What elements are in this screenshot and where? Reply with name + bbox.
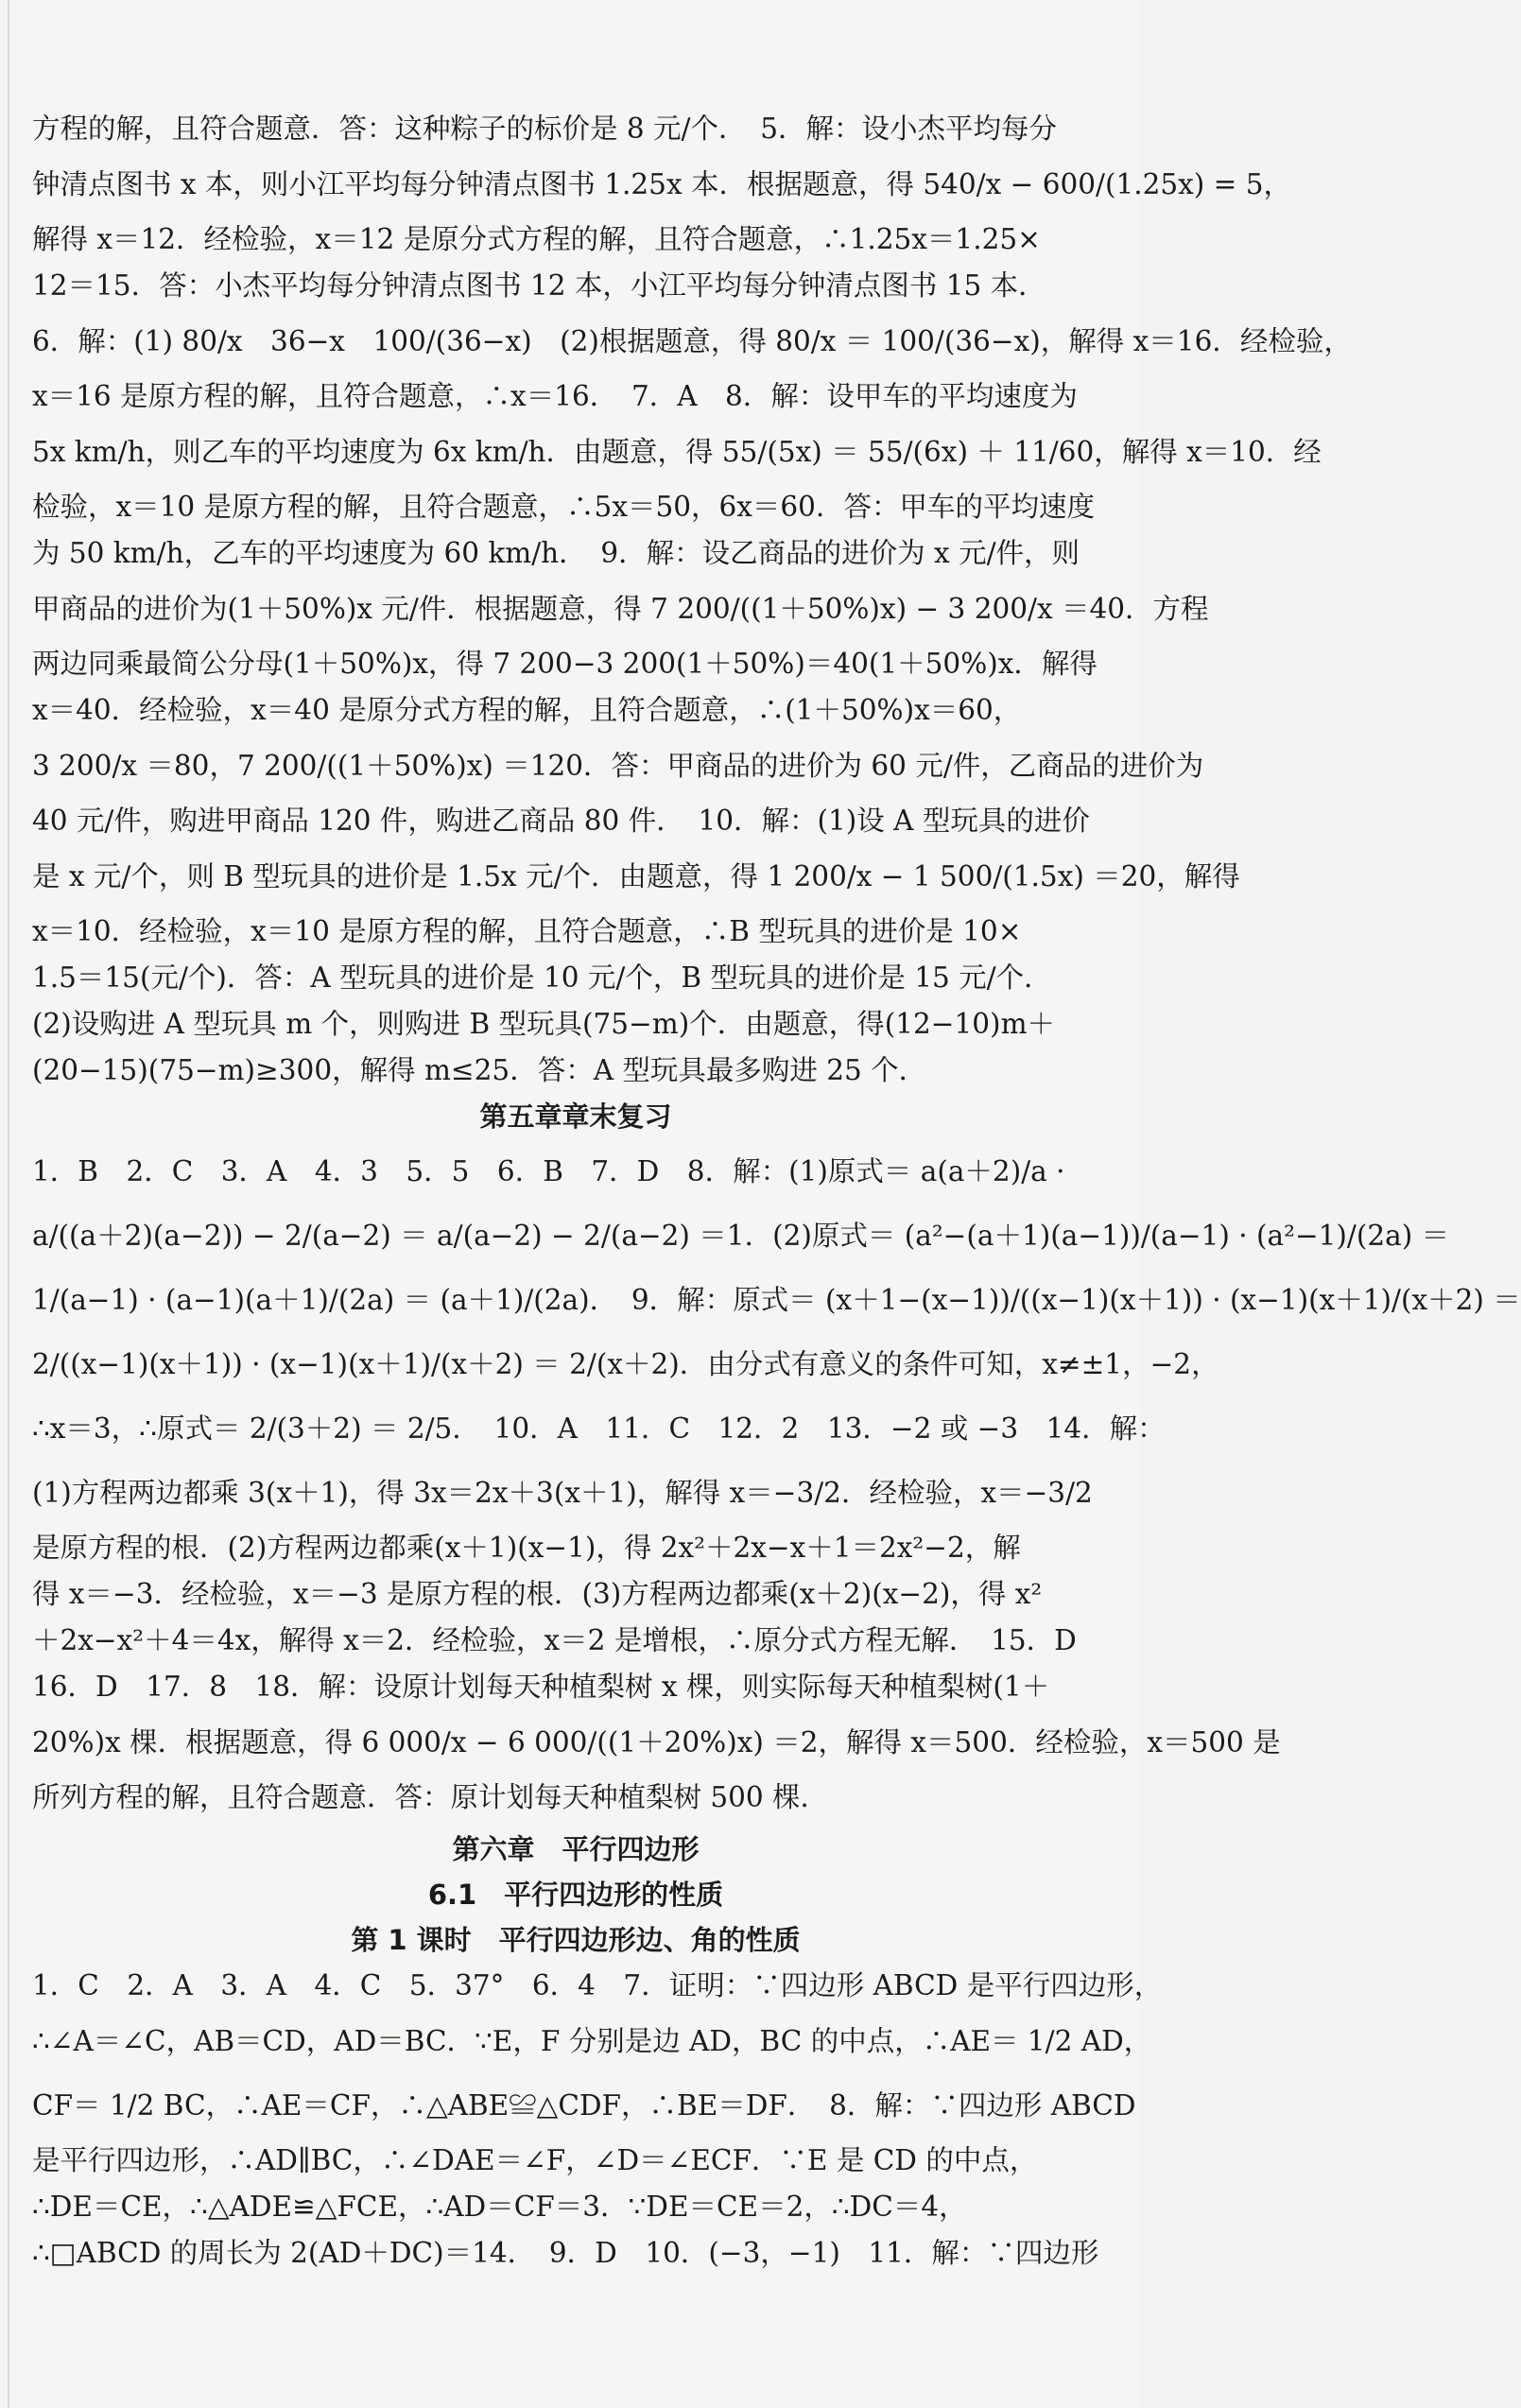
text-line: 是原方程的根．(2)方程两边都乘(x＋1)(x−1)，得 2x²＋2x−x＋1＝2x²−2，解: [32, 1532, 1021, 1564]
text-line: ∴□ABCD 的周长为 2(AD＋DC)＝14． 9．D 10．(−3，−1) 11．解：∵四边形: [32, 2237, 1099, 2269]
text-line: 12＝15．答：小杰平均每分钟清点图书 12 本，小江平均每分钟清点图书 15 本．: [32, 269, 1046, 302]
text-line: 40 元/件，购进甲商品 120 件，购进乙商品 80 件． 10．解：(1)设 A 型玩具的进价: [32, 805, 1090, 837]
text-line: 20%)x 棵．根据题意，得 6 000/x − 6 000/((1＋20%)x) ＝2，解得 x＝500．经检验，x＝500 是: [32, 1726, 1281, 1758]
margin-line: [8, 0, 9, 2408]
text-line: 甲商品的进价为(1＋50%)x 元/件．根据题意，得 7 200/((1＋50%)x) − 3 200/x ＝40．方程: [32, 593, 1209, 625]
text-line: 是 x 元/个，则 B 型玩具的进价是 1.5x 元/个．由题意，得 1 200/x − 1 500/(1.5x) ＝20，解得: [32, 860, 1240, 892]
text-line: x＝16 是原方程的解，且符合题意，∴x＝16． 7．A 8．解：设甲车的平均速度为: [32, 380, 1078, 412]
text-line: (1)方程两边都乘 3(x＋1)，得 3x＝2x＋3(x＋1)，解得 x＝−3/2．经检验，x＝−3/2: [32, 1477, 1093, 1509]
text-line: 钟清点图书 x 本，则小江平均每分钟清点图书 1.25x 本．根据题意，得 540/x − 600/(1.25x) = 5，: [32, 168, 1292, 200]
text-line: 检验，x＝10 是原方程的解，且符合题意，∴5x＝50，6x＝60．答：甲车的平均速度: [32, 491, 1095, 523]
text-line: 2/((x−1)(x＋1)) · (x−1)(x＋1)/(x＋2) ＝ 2/(x＋2)．由分式有意义的条件可知，x≠±1，−2，: [32, 1348, 1219, 1380]
text-line: 1.5＝15(元/个)．答：A 型玩具的进价是 10 元/个，B 型玩具的进价是 15 元/个．: [32, 961, 1052, 994]
text-line: 得 x＝−3．经检验，x＝−3 是原方程的根．(3)方程两边都乘(x＋2)(x−2)，得 x²: [32, 1578, 1043, 1610]
text-line: ∴x＝3，∴原式＝ 2/(3＋2) ＝ 2/5． 10．A 11．C 12．2 13．−2 或 −3 14．解：: [32, 1412, 1166, 1445]
text-line: 1/(a−1) · (a−1)(a＋1)/(2a) ＝ (a＋1)/(2a)． 9．解：原式＝ (x＋1−(x−1))/((x−1)(x＋1)) · (x−1)(x＋1)/(x＋2) ＝: [32, 1284, 1521, 1316]
text-line: 6．解：(1) 80/x 36−x 100/(36−x) (2)根据题意，得 80/x ＝ 100/(36−x)，解得 x＝16．经检验，: [32, 325, 1352, 357]
text-line: CF＝ 1/2 BC，∴AE＝CF，∴△ABE≌△CDF，∴BE＝DF． 8．解：∵四边形 ABCD: [32, 2089, 1136, 2122]
text-line: x＝40．经检验，x＝40 是原分式方程的解，且符合题意，∴(1＋50%)x＝60，: [32, 694, 1022, 726]
answer-text: [32, 106, 1521, 2277]
text-line: a/((a＋2)(a−2)) − 2/(a−2) ＝ a/(a−2) − 2/(a−2) ＝1．(2)原式＝ (a²−(a＋1)(a−1))/(a−1) · (a²−1)/(2a) ＝: [32, 1220, 1450, 1252]
text-line: 方程的解，且符合题意．答：这种粽子的标价是 8 元/个． 5．解：设小杰平均每分: [32, 113, 1057, 145]
text-line: 是平行四边形，∴AD∥BC，∴∠DAE＝∠F，∠D＝∠ECF．∵E 是 CD 的中点，: [32, 2144, 1038, 2176]
text-line: 所列方程的解，且符合题意．答：原计划每天种植梨树 500 棵．: [32, 1781, 829, 1813]
text-line: ∴DE＝CE，∴△ADE≌△FCE，∴AD＝CF＝3．∵DE＝CE＝2，∴DC＝4，: [32, 2191, 967, 2223]
text-line: 为 50 km/h，乙车的平均速度为 60 km/h． 9．解：设乙商品的进价为 x 元/件，则: [32, 537, 1080, 569]
text-line: x＝10．经检验，x＝10 是原方程的解，且符合题意，∴B 型玩具的进价是 10×: [32, 915, 1022, 947]
text-line: 5x km/h，则乙车的平均速度为 6x km/h．由题意，得 55/(5x) ＝ 55/(6x) ＋ 11/60，解得 x＝10．经: [32, 436, 1322, 468]
text-line: 1．B 2．C 3．A 4．3 5．5 6．B 7．D 8．解：(1)原式＝ a(a＋2)/a ·: [32, 1155, 1065, 1187]
text-line: ∴∠A＝∠C，AB＝CD，AD＝BC．∵E，F 分别是边 AD，BC 的中点，∴AE＝ 1/2 AD，: [32, 2025, 1152, 2057]
lesson-heading: 第 1 课时 平行四边形边、角的性质: [351, 1924, 801, 1956]
section-heading-review: 第五章章末复习: [479, 1100, 672, 1133]
chapter-heading: 第六章 平行四边形: [452, 1833, 700, 1865]
text-line: ＋2x−x²＋4＝4x，解得 x＝2．经检验，x＝2 是增根，∴原分式方程无解． 15．D: [32, 1624, 1077, 1656]
text-line: (20−15)(75−m)≥300，解得 m≤25．答：A 型玩具最多购进 25 个．: [32, 1054, 927, 1086]
text-line: (2)设购进 A 型玩具 m 个，则购进 B 型玩具(75−m)个．由题意，得(12−10)m＋: [32, 1008, 1056, 1040]
text-line: 解得 x＝12．经检验，x＝12 是原分式方程的解，且符合题意，∴1.25x＝1.25×: [32, 223, 1041, 255]
section-heading: 6.1 平行四边形的性质: [427, 1879, 724, 1911]
text-line: 1．C 2．A 3．A 4．C 5．37° 6．4 7．证明：∵四边形 ABCD 是平行四边形，: [32, 1969, 1163, 2001]
text-line: 3 200/x ＝80，7 200/((1＋50%)x) ＝120．答：甲商品的进价为 60 元/件，乙商品的进价为: [32, 750, 1204, 782]
text-line: 两边同乘最简公分母(1＋50%)x，得 7 200−3 200(1＋50%)＝40(1＋50%)x．解得: [32, 648, 1098, 680]
text-line: 16．D 17．8 18．解：设原计划每天种植梨树 x 棵，则实际每天种植梨树(1＋: [32, 1671, 1050, 1703]
